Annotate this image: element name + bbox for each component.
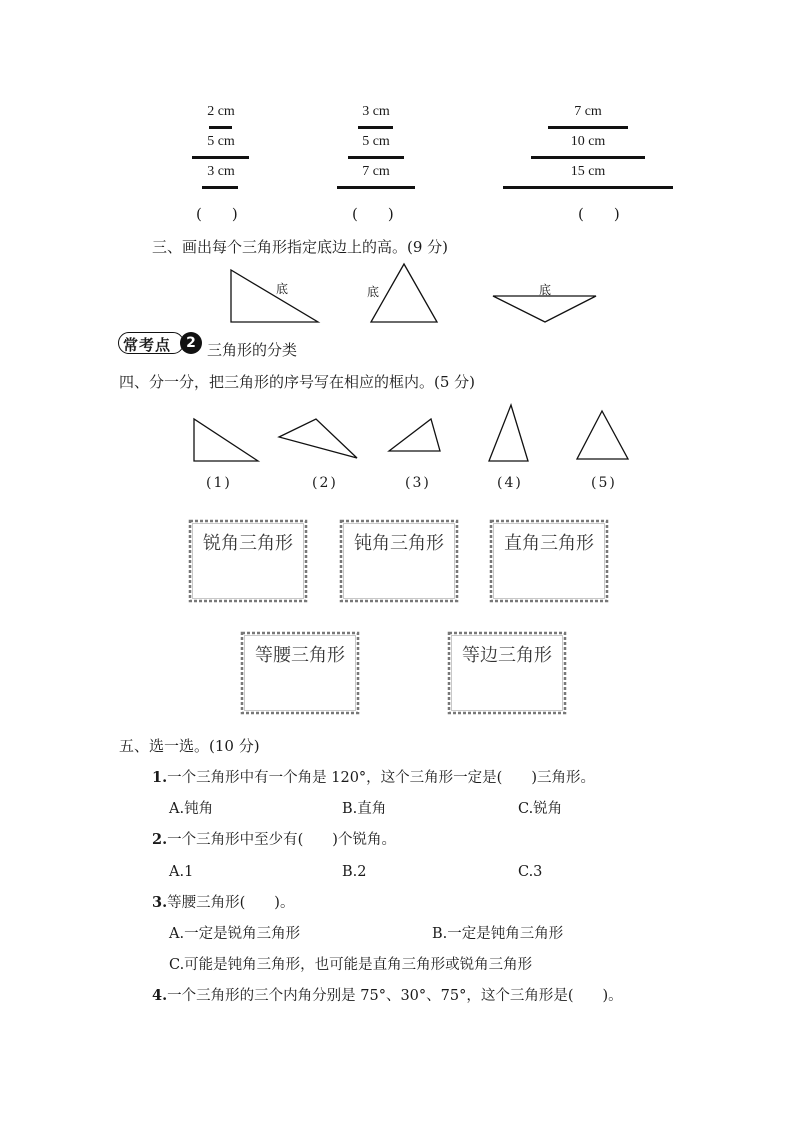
stick-label: 7 cm	[574, 104, 602, 119]
section-4-triangles	[0, 0, 794, 470]
triangle-label-3: (3)	[405, 475, 431, 491]
stick-label: 7 cm	[362, 164, 390, 179]
option-2a[interactable]: A.1	[169, 864, 194, 880]
base-label: 底	[539, 283, 552, 297]
question-text: 一个三角形中有一个角是 120°，这个三角形一定是( )三角形。	[167, 770, 595, 786]
box-label: 等边三角形	[462, 645, 552, 666]
option-1b[interactable]: B.直角	[342, 801, 387, 817]
triangle-5-figure	[577, 411, 628, 459]
question-text: 一个三角形的三个内角分别是 75°、30°、75°，这个三角形是( )。	[167, 988, 623, 1004]
question-3	[152, 896, 294, 911]
section-4-title: 四、分一分，把三角形的序号写在相应的框内。(5 分)	[119, 373, 476, 391]
stick-label: 2 cm	[207, 104, 235, 119]
stick-label: 15 cm	[570, 164, 606, 179]
question-text: 等腰三角形( )。	[167, 895, 295, 911]
box-isosceles[interactable]	[240, 631, 360, 715]
base-label: 底	[276, 282, 289, 296]
stick-label: 5 cm	[207, 134, 235, 149]
question-2	[152, 833, 396, 848]
badge-text: 常考点	[123, 336, 172, 354]
option-2b[interactable]: B.2	[342, 864, 367, 880]
question-number: 4.	[152, 987, 168, 1004]
option-3c[interactable]: C.可能是钝角三角形，也可能是直角三角形或锐角三角形	[169, 957, 533, 973]
box-obtuse[interactable]	[339, 519, 459, 603]
question-text: 一个三角形中至少有( )个锐角。	[167, 832, 396, 848]
triangle-label-4: (4)	[497, 475, 523, 491]
answer-blank[interactable]: ( )	[196, 205, 238, 223]
triangle-1-figure	[194, 419, 258, 461]
option-3b[interactable]: B.一定是钝角三角形	[432, 926, 564, 942]
option-1c[interactable]: C.锐角	[518, 801, 563, 817]
triangle-4-figure	[489, 405, 528, 461]
section-5-title: 五、选一选。(10 分)	[119, 737, 260, 755]
box-label: 等腰三角形	[255, 645, 345, 666]
option-1a[interactable]: A.钝角	[169, 801, 214, 817]
box-label: 锐角三角形	[203, 533, 293, 554]
question-number: 2.	[152, 831, 168, 848]
triangle-3-figure	[389, 419, 440, 451]
answer-blank[interactable]: ( )	[352, 205, 394, 223]
option-3a[interactable]: A.一定是锐角三角形	[169, 926, 301, 942]
badge-topic: 三角形的分类	[207, 341, 298, 359]
question-number: 3.	[152, 894, 168, 911]
box-acute[interactable]	[188, 519, 308, 603]
base-label: 底	[367, 285, 380, 299]
box-label: 直角三角形	[504, 533, 594, 554]
section-3-title: 三、画出每个三角形指定底边上的高。(9 分)	[152, 238, 449, 256]
question-number: 1.	[152, 769, 168, 786]
triangle-label-5: (5)	[591, 475, 617, 491]
triangle-2-figure	[279, 419, 357, 458]
triangle-label-1: (1)	[206, 475, 232, 491]
stick-label: 3 cm	[362, 104, 390, 119]
badge-number: 2	[180, 332, 202, 354]
box-right[interactable]	[489, 519, 609, 603]
stick-label: 10 cm	[570, 134, 606, 149]
option-2c[interactable]: C.3	[518, 864, 543, 880]
question-4	[152, 989, 623, 1004]
answer-blank[interactable]: ( )	[578, 205, 620, 223]
box-label: 钝角三角形	[354, 533, 444, 554]
box-equilateral[interactable]	[447, 631, 567, 715]
triangle-label-2: (2)	[312, 475, 338, 491]
stick-label: 3 cm	[207, 164, 235, 179]
question-1	[152, 771, 595, 786]
stick-label: 5 cm	[362, 134, 390, 149]
